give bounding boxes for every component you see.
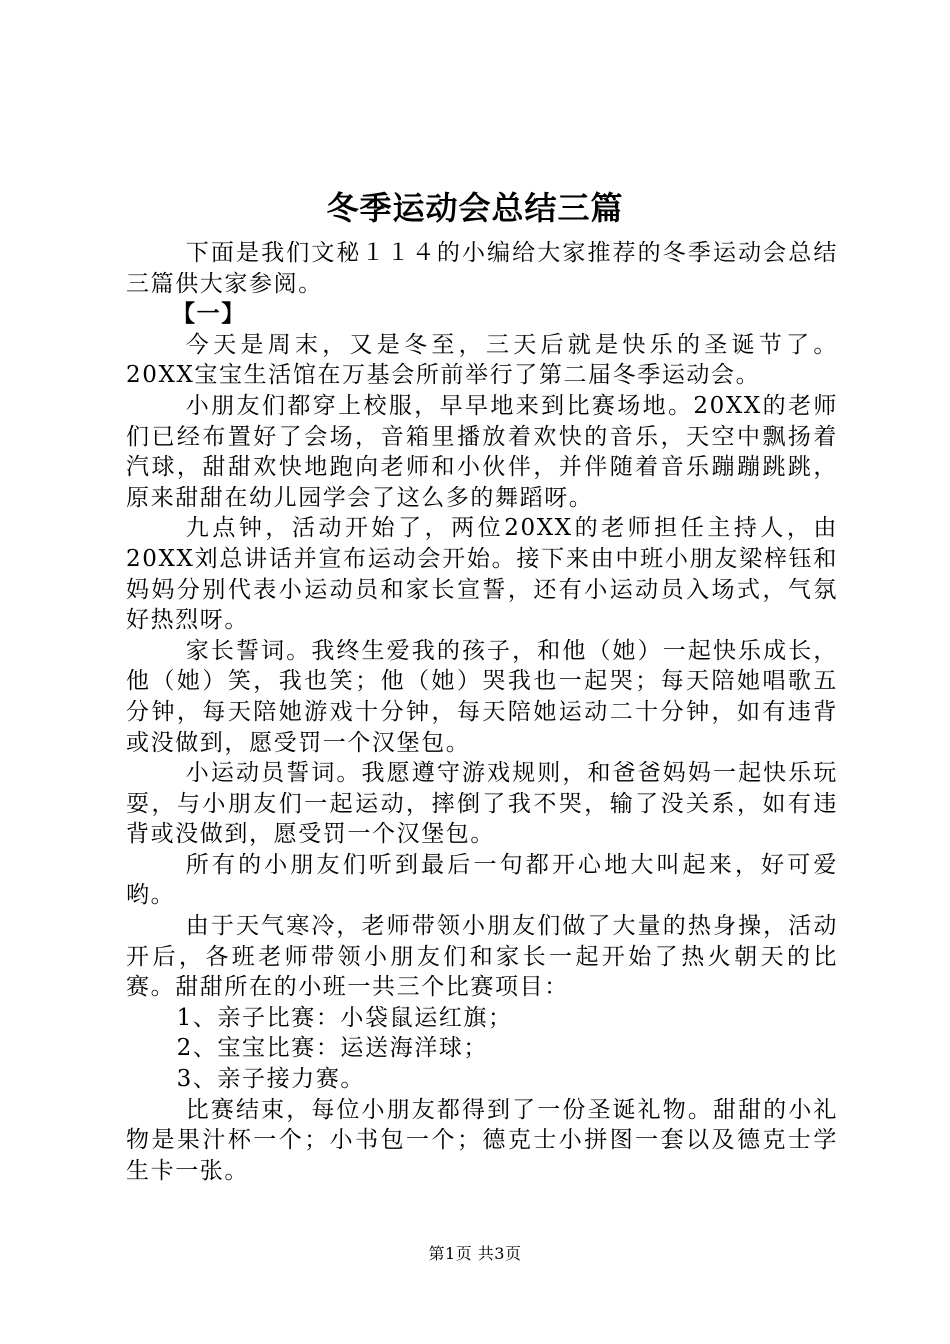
body-paragraph: 九点钟，活动开始了，两位20XX的老师担任主持人，由20XX刘总讲话并宣布运动会开始。接下来由中班小朋友梁梓钰和妈妈分别代表小运动员和家长宣誓，还有小运动员入场式，气氛好热烈呀。	[126, 515, 838, 634]
body-paragraph: 由于天气寒冷，老师带领小朋友们做了大量的热身操，活动开后，各班老师带领小朋友们和家长一起开始了热火朝天的比赛。甜甜所在的小班一共三个比赛项目：	[126, 913, 838, 1001]
list-item: 3、亲子接力赛。	[176, 1066, 366, 1093]
body-paragraph: 小朋友们都穿上校服，早早地来到比赛场地。20XX的老师们已经布置好了会场，音箱里播放着欢快的音乐，天空中飘扬着汽球，甜甜欢快地跑向老师和小伙伴，并伴随着音乐蹦蹦跳跳，原来甜甜在幼儿园学会了这么多的舞蹈呀。	[126, 392, 838, 511]
intro-paragraph: 下面是我们文秘１１４的小编给大家推荐的冬季运动会总结三篇供大家参阅。	[126, 240, 838, 297]
document-body	[126, 238, 838, 1186]
body-paragraph: 家长誓词。我终生爱我的孩子，和他（她）一起快乐成长，他（她）笑，我也笑；他（她）哭我也一起哭；每天陪她唱歌五分钟，每天陪她游戏十分钟，每天陪她运动二十分钟，如有违背或没做到，愿受罚一个汉堡包。	[126, 637, 838, 756]
document-title: 冬季运动会总结三篇	[326, 189, 624, 227]
body-paragraph: 比赛结束，每位小朋友都得到了一份圣诞礼物。甜甜的小礼物是果汁杯一个；小书包一个；德克士小拼图一套以及德克士学生卡一张。	[126, 1096, 838, 1184]
section-heading: 【一】	[172, 300, 246, 328]
body-paragraph: 今天是周末，又是冬至，三天后就是快乐的圣诞节了。20XX宝宝生活馆在万基会所前举行了第二届冬季运动会。	[126, 331, 838, 389]
list-item: 1、亲子比赛：小袋鼠运红旗；	[176, 1004, 513, 1031]
list-item: 2、宝宝比赛：运送海洋球；	[176, 1035, 489, 1062]
body-paragraph: 小运动员誓词。我愿遵守游戏规则，和爸爸妈妈一起快乐玩耍，与小朋友们一起运动，摔倒了我不哭，输了没关系，如有违背或没做到，愿受罚一个汉堡包。	[126, 760, 838, 848]
page-footer: 第1页 共3页	[428, 1244, 522, 1263]
body-paragraph: 所有的小朋友们听到最后一句都开心地大叫起来，好可爱哟。	[126, 851, 838, 909]
